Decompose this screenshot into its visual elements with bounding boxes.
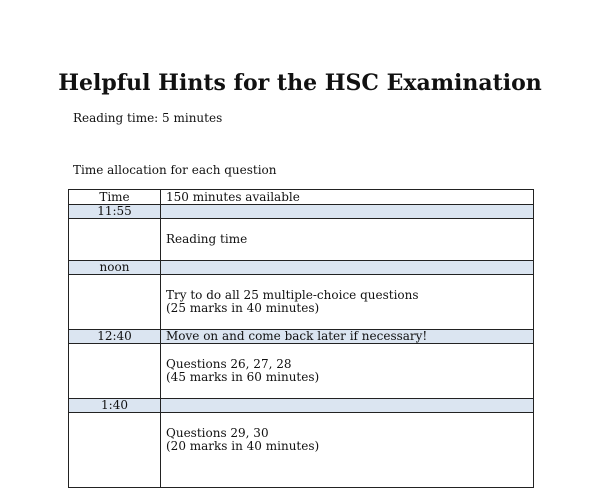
time-cell: 12:40 [69, 330, 161, 344]
note-cell [161, 344, 534, 399]
time-cell [69, 413, 161, 488]
note-cell [161, 399, 534, 413]
table-row [69, 275, 534, 330]
table-row [69, 399, 534, 413]
note-line: Questions 29, 30 [166, 426, 269, 440]
note-line: Reading time [166, 232, 248, 246]
note-cell [161, 205, 534, 219]
note-line: (45 marks in 60 minutes) [166, 370, 320, 384]
header-time-cell: Time [69, 190, 161, 205]
note-cell [161, 413, 534, 488]
allocation-heading: Time allocation for each question [73, 163, 277, 177]
table-row [69, 261, 534, 275]
note-cell: Move on and come back later if necessary! [161, 330, 534, 344]
table-row [69, 219, 534, 261]
time-cell [69, 219, 161, 261]
note-cell [161, 261, 534, 275]
time-cell: noon [69, 261, 161, 275]
time-cell [69, 275, 161, 330]
time-cell [69, 344, 161, 399]
table-header-row [69, 190, 534, 205]
note-line: Try to do all 25 multiple-choice questions [166, 288, 419, 302]
time-allocation-table [68, 189, 534, 488]
time-cell: 11:55 [69, 205, 161, 219]
note-line: (20 marks in 40 minutes) [166, 439, 320, 453]
note-line: (25 marks in 40 minutes) [166, 301, 320, 315]
reading-time-text: Reading time: 5 minutes [73, 111, 223, 125]
header-note-cell: 150 minutes available [161, 190, 534, 205]
note-line: Questions 26, 27, 28 [166, 357, 292, 371]
note-cell [161, 275, 534, 330]
table-row [69, 344, 534, 399]
note-cell [161, 219, 534, 261]
time-cell: 1:40 [69, 399, 161, 413]
table-row [69, 413, 534, 488]
table-row [69, 330, 534, 344]
page-title: Helpful Hints for the HSC Examination [58, 70, 542, 96]
table-row [69, 205, 534, 219]
